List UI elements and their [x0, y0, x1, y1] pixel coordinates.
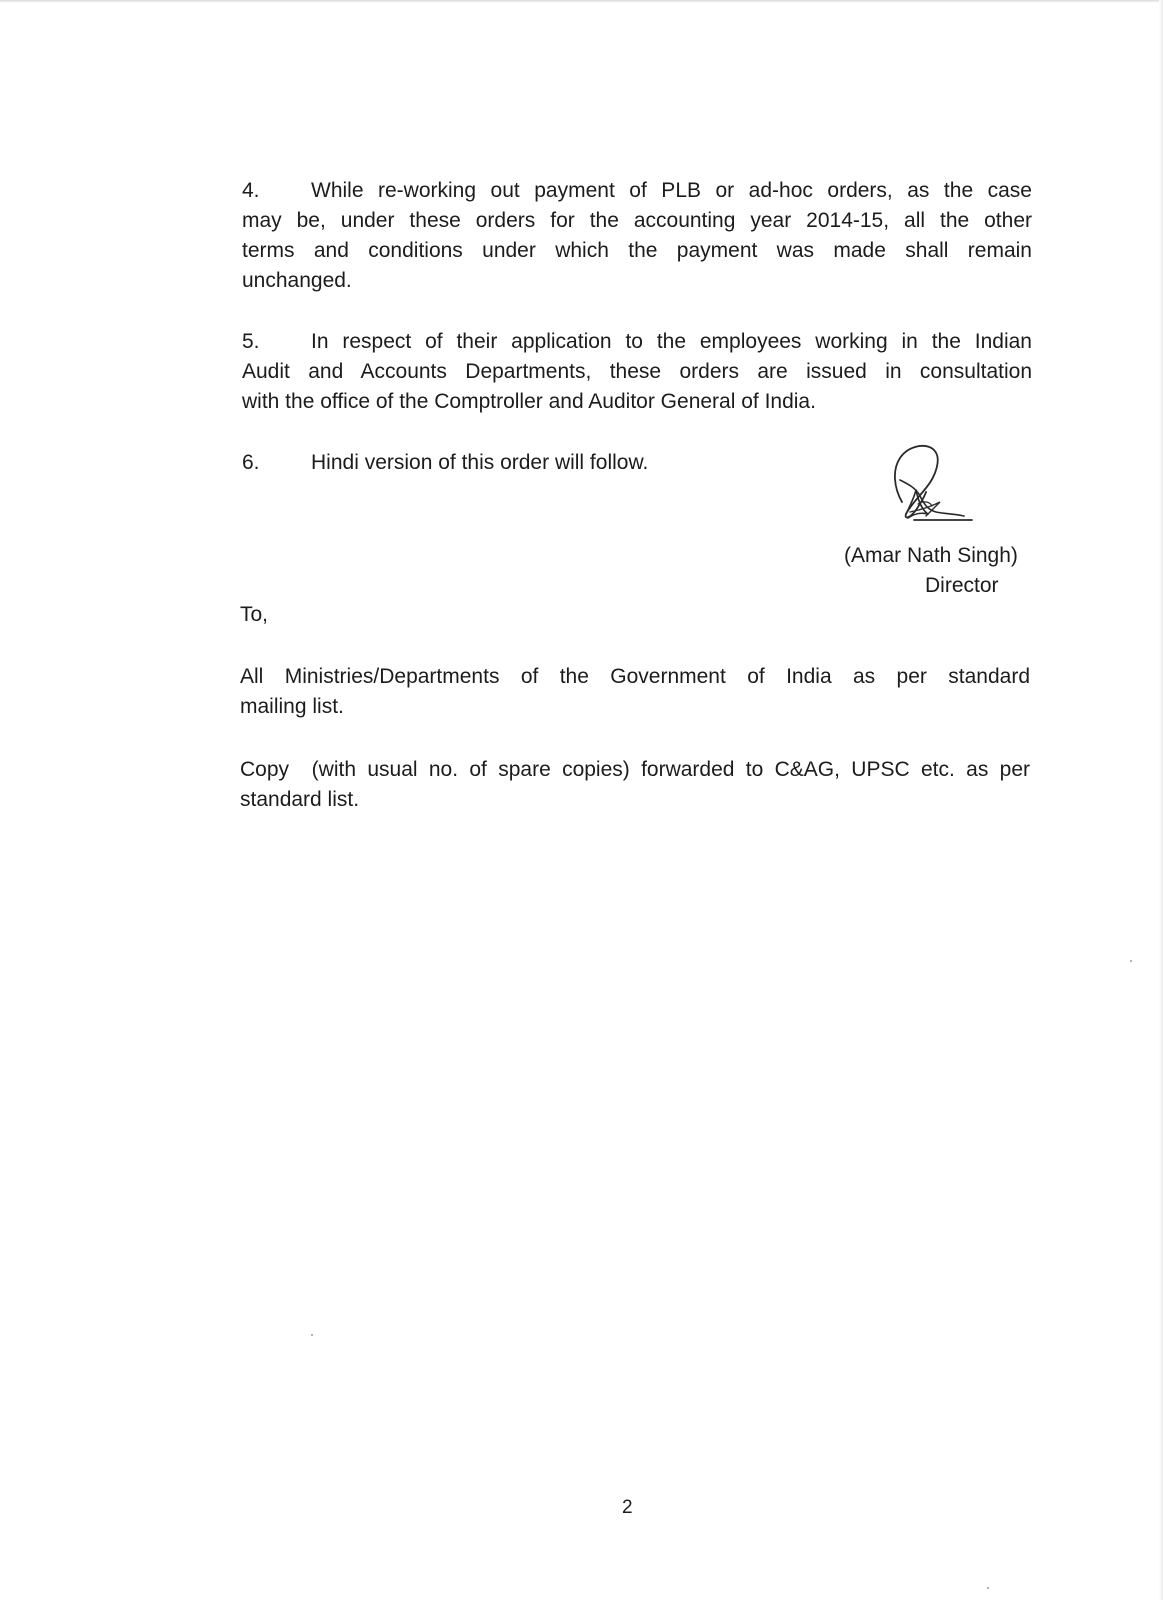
- to-label: To,: [240, 603, 269, 626]
- copy-forwarded-block: [240, 755, 1030, 815]
- paragraph-line: [242, 176, 1032, 206]
- paragraph-line: [242, 327, 1032, 357]
- paragraph-number: 5.: [242, 330, 260, 353]
- paragraph-text: In respect of their application to the employees working in the Indian: [311, 330, 1032, 353]
- paragraph-text: While re-working out payment of PLB or ad-hoc orders, as the case: [311, 179, 1032, 202]
- signatory-title: Director: [925, 574, 999, 597]
- recipients-line: mailing list.: [240, 695, 344, 718]
- paragraph-number: 4.: [242, 179, 260, 202]
- scan-top-edge: [0, 0, 1163, 3]
- recipients-line: All Ministries/Departments of the Government of India as per standard: [240, 665, 1030, 688]
- scan-speck: [311, 1334, 313, 1336]
- paragraph-4: [242, 176, 1032, 296]
- paragraph-number: 6.: [242, 451, 260, 474]
- page-number: 2: [622, 1497, 633, 1518]
- scan-right-edge: [1159, 0, 1163, 1600]
- recipients-block: [240, 662, 1030, 722]
- paragraph-line: with the office of the Comptroller and Auditor General of India.: [242, 390, 816, 413]
- scan-speck: [987, 1587, 989, 1589]
- paragraph-line: unchanged.: [242, 269, 352, 292]
- paragraph-line: Audit and Accounts Departments, these orders are issued in consultation: [242, 360, 1032, 383]
- handwritten-signature: [880, 440, 990, 540]
- paragraph-line: terms and conditions under which the payment was made shall remain: [242, 239, 1032, 262]
- copy-line: Copy (with usual no. of spare copies) forwarded to C&AG, UPSC etc. as per: [240, 758, 1030, 781]
- copy-line: standard list.: [240, 788, 360, 811]
- paragraph-text: Hindi version of this order will follow.: [311, 451, 649, 474]
- paragraph-5: [242, 327, 1032, 417]
- paragraph-line: may be, under these orders for the accounting year 2014-15, all the other: [242, 209, 1032, 232]
- signatory-name: (Amar Nath Singh): [844, 544, 1018, 567]
- scan-speck: [1130, 960, 1132, 962]
